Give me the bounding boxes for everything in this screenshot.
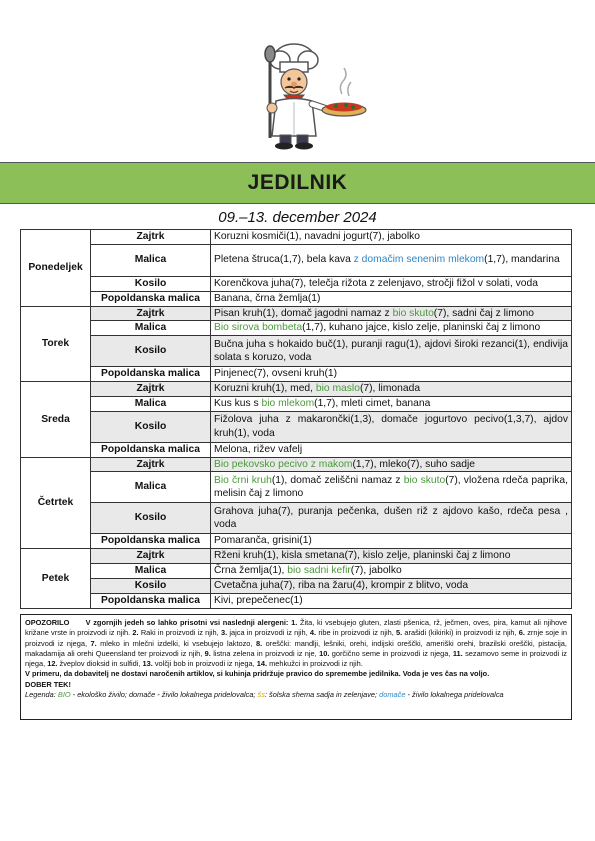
allergen-number: 12. — [47, 659, 58, 669]
allergen-text: listna zelena in proizvodi iz nje, — [210, 648, 317, 658]
menu-item: Rženi kruh(1), kisla smetana(7), kislo zelje, planinski čaj z limono — [211, 549, 572, 564]
allergen-text: žveplov dioksid in sulfidi, — [57, 659, 141, 669]
allergen-text: jajca in proizvodi iz njih, — [227, 628, 308, 638]
allergen-text: volčji bob in proizvodi iz njega, — [152, 659, 255, 669]
allergen-number: 10. — [319, 648, 330, 658]
menu-item: Pisan kruh(1), domač jagodni namaz z bio skuto(7), sadni čaj z limono — [211, 306, 572, 321]
day-tuesday: Torek — [21, 306, 91, 382]
allergen-number: 5. — [396, 628, 403, 638]
allergen-number: 14. — [256, 659, 268, 669]
meal-label: Malica — [91, 244, 211, 276]
allergen-number: 13. — [142, 659, 153, 669]
allergen-text: mehkužci in proizvodi iz njih. — [267, 659, 363, 669]
meal-label: Popoldanska malica — [91, 442, 211, 457]
meal-label: Kosilo — [91, 578, 211, 593]
meal-label: Zajtrk — [91, 382, 211, 397]
meal-label: Zajtrk — [91, 457, 211, 472]
page-title: JEDILNIK — [247, 171, 348, 194]
table-row — [21, 472, 572, 503]
menu-item: Bio črni kruh(1), domač zeliščni namaz z bio skuto(7), vložena rdeča paprika, melisin čaj z limono — [211, 472, 572, 503]
allergen-text: Raki in proizvodi iz njih, — [138, 628, 219, 638]
day-thursday: Četrtek — [21, 457, 91, 549]
menu-item: Pletena štruca(1,7), bela kava z domačim senenim mlekom(1,7), mandarina — [211, 244, 572, 276]
menu-item: Korenčkova juha(7), telečja rižota z zelenjavo, stročji fižol v solati, voda — [211, 276, 572, 291]
table-row — [21, 503, 572, 534]
allergen-text: Žita, ki vsebujejo gluten, zlasti pšenica, rž, ječmen, oves, pira, kamut ali njihove križane vrste in proizvodi iz njih. — [25, 618, 567, 638]
menu-item: Črna žemlja(1), bio sadni kefir(7), jabolko — [211, 563, 572, 578]
warning-label: OPOZORILO — [25, 618, 70, 627]
meal-label: Zajtrk — [91, 230, 211, 245]
menu-item: Melona, rižev vafelj — [211, 442, 572, 457]
meal-label: Zajtrk — [91, 549, 211, 564]
meal-label: Malica — [91, 321, 211, 336]
allergen-number: 4. — [309, 628, 317, 638]
table-row — [21, 549, 572, 564]
table-row — [21, 411, 572, 442]
allergen-text: ribe in proizvodi iz njih, — [316, 628, 394, 638]
table-row — [21, 276, 572, 291]
allergen-text: arašidi (kikiriki) in proizvodi iz njih, — [402, 628, 517, 638]
day-wednesday: Sreda — [21, 382, 91, 458]
meal-label: Kosilo — [91, 276, 211, 291]
table-row — [21, 457, 572, 472]
date-range: 09.–13. december 2024 — [218, 209, 377, 226]
kitchen-notice: V primeru, da dobavitelj ne dostavi naročenih artiklov, si kuhinja pridržuje pravico do spremembe jedilnika. Voda je ves čas na voljo. — [25, 669, 490, 679]
menu-item: Bio pekovsko pecivo z makom(1,7), mleko(7), suho sadje — [211, 457, 572, 472]
menu-table — [20, 229, 572, 609]
allergen-number: 3. — [220, 628, 228, 638]
menu-item: Fižolova juha z makarončki(1,3), domače jogurtovo pecivo(1,3,7), ajdov kruh(1), voda — [211, 411, 572, 442]
allergen-number: 2. — [132, 628, 139, 638]
allergen-notice — [20, 614, 572, 720]
menu-item: Banana, črna žemlja(1) — [211, 291, 572, 306]
menu-item: Kivi, prepečenec(1) — [211, 593, 572, 608]
chef-illustration — [232, 38, 372, 150]
menu-item: Grahova juha(7), puranja pečenka, dušen riž z ajdovo kašo, rdeča pesa , voda — [211, 503, 572, 534]
meal-label: Popoldanska malica — [91, 291, 211, 306]
table-row — [21, 382, 572, 397]
table-row — [21, 442, 572, 457]
menu-item: Pinjenec(7), ovseni kruh(1) — [211, 367, 572, 382]
table-row — [21, 396, 572, 411]
meal-label: Malica — [91, 396, 211, 411]
table-row — [21, 321, 572, 336]
meal-label: Kosilo — [91, 503, 211, 534]
table-row — [21, 306, 572, 321]
menu-item: Koruzni kosmiči(1), navadni jogurt(7), jabolko — [211, 230, 572, 245]
menu-item: Pomaranča, grisini(1) — [211, 534, 572, 549]
table-row — [21, 291, 572, 306]
meal-label: Kosilo — [91, 336, 211, 367]
day-monday: Ponedeljek — [21, 230, 91, 307]
menu-item: Koruzni kruh(1), med, bio maslo(7), limonada — [211, 382, 572, 397]
allergen-number: 1. — [291, 618, 298, 627]
table-row — [21, 578, 572, 593]
meal-label: Malica — [91, 472, 211, 503]
legend: Legenda: BIO - ekološko živilo; domače - živilo lokalnega pridelovalca; šs: šolska shema sadja in zelenjave; domače - živilo lokalnega pridelovalca — [25, 690, 504, 700]
meal-label: Kosilo — [91, 411, 211, 442]
table-row — [21, 563, 572, 578]
table-row — [21, 230, 572, 245]
meal-label: Malica — [91, 563, 211, 578]
allergen-number: 6. — [518, 628, 525, 638]
meal-label: Popoldanska malica — [91, 367, 211, 382]
menu-item: Bučna juha s hokaido buč(1), puranji ragu(1), ajdovi široki rezanci(1), endivija solata s koruzo, voda — [211, 336, 572, 367]
title-banner — [0, 162, 595, 204]
warning-intro: V zgornjih jedeh so lahko prisotni vsi naslednji alergeni: — [85, 618, 289, 627]
allergen-number: 9. — [204, 648, 211, 658]
allergen-text: zrnje soje in proizvodi iz njega, — [25, 628, 567, 648]
menu-item: Cvetačna juha(7), riba na žaru(4), krompir z blitvo, voda — [211, 578, 572, 593]
meal-label: Zajtrk — [91, 306, 211, 321]
allergen-number: 11. — [452, 648, 463, 658]
menu-item: Bio sirova bombeta(1,7), kuhano jajce, kislo zelje, planinski čaj z limono — [211, 321, 572, 336]
allergen-text: sezamovo seme in proizvodi iz njega, — [25, 648, 568, 669]
table-row — [21, 534, 572, 549]
table-row — [21, 244, 572, 276]
table-row — [21, 367, 572, 382]
allergen-text: mleko in mlečni izdelki, ki vsebujejo laktozo, — [96, 638, 253, 648]
allergen-text: gorčično seme in proizvodi iz njega, — [329, 648, 451, 658]
meal-label: Popoldanska malica — [91, 534, 211, 549]
table-row — [21, 593, 572, 608]
allergen-number: 7. — [90, 638, 97, 648]
allergen-text: oreščki: mandlji, lešniki, orehi, indijski oreščki, ameriški orehi, brazilski oreščki, pistacija, makadamija ali orehi Queensland ter proizvodi iz njih, — [25, 638, 567, 658]
table-row — [21, 336, 572, 367]
menu-item: Kus kus s bio mlekom(1,7), mleti cimet, banana — [211, 396, 572, 411]
day-friday: Petek — [21, 549, 91, 609]
meal-label: Popoldanska malica — [91, 593, 211, 608]
good-appetite: DOBER TEK! — [25, 679, 71, 689]
allergen-number: 8. — [255, 638, 263, 648]
